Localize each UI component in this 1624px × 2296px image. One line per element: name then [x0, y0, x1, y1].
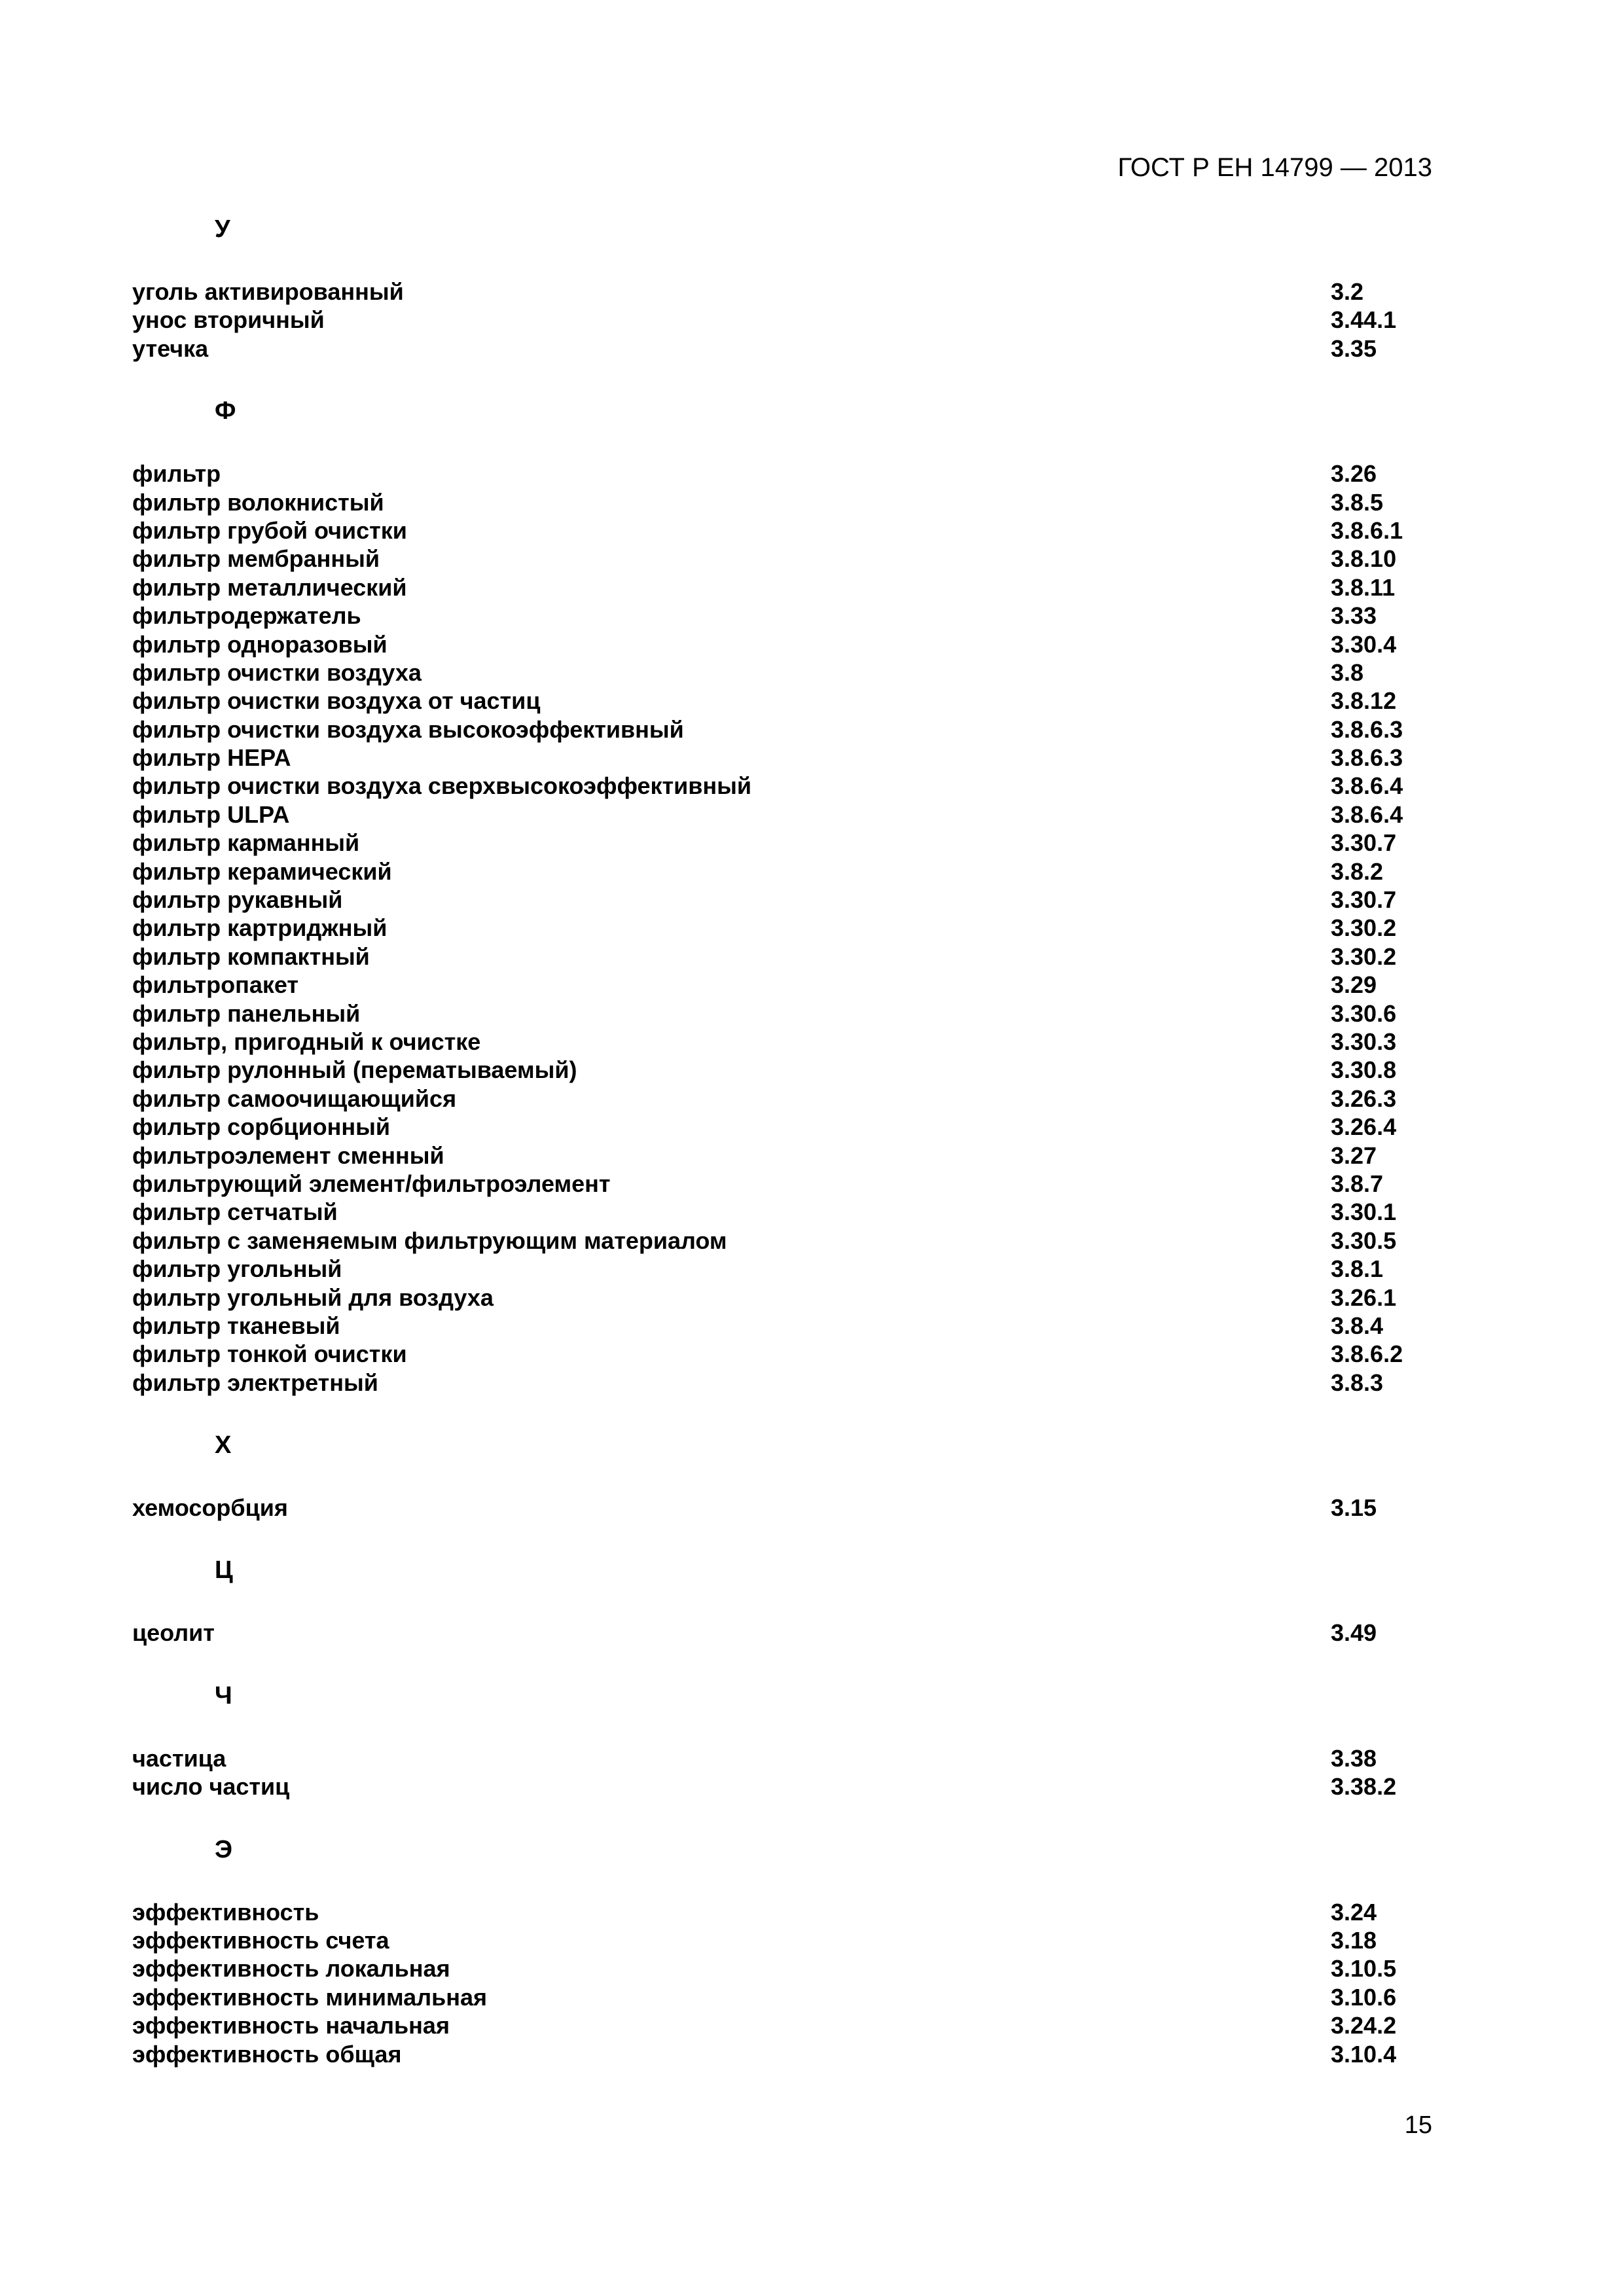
- entry-reference: 3.30.6: [1331, 999, 1397, 1027]
- index-entry: [132, 1113, 1428, 1141]
- entry-reference: 3.30.2: [1331, 942, 1397, 970]
- entry-term: эффективность: [132, 1898, 319, 1926]
- entry-reference: 3.15: [1331, 1494, 1377, 1522]
- entry-reference: 3.26: [1331, 460, 1377, 488]
- index-section: [132, 397, 1428, 1397]
- document-header: ГОСТ Р ЕН 14799 — 2013: [1117, 153, 1432, 182]
- entry-reference: 3.8.7: [1331, 1170, 1384, 1197]
- entry-reference: 3.33: [1331, 602, 1377, 630]
- entry-term: фильтр самоочищающийся: [132, 1085, 457, 1112]
- entry-reference: 3.49: [1331, 1619, 1377, 1647]
- index-entry: [132, 2040, 1428, 2068]
- entry-term: фильтр волокнистый: [132, 488, 384, 516]
- entry-term: фильтр одноразовый: [132, 630, 388, 658]
- entry-term: фильтрующий элемент/фильтроэлемент: [132, 1170, 611, 1197]
- entry-term: фильтр, пригодный к очистке: [132, 1028, 481, 1055]
- index-entry: [132, 1340, 1428, 1368]
- index-entry: [132, 2011, 1428, 2039]
- entry-reference: 3.8.12: [1331, 687, 1397, 715]
- entry-term: эффективность начальная: [132, 2012, 450, 2039]
- entry-term: фильтр мембранный: [132, 545, 380, 573]
- entry-term: фильтр очистки воздуха высокоэффективный: [132, 715, 684, 743]
- index-entry: [132, 573, 1428, 601]
- index-entry: [132, 942, 1428, 971]
- entry-reference: 3.30.1: [1331, 1198, 1397, 1226]
- entry-reference: 3.26.4: [1331, 1113, 1397, 1141]
- index-entry: [132, 744, 1428, 772]
- entry-reference: 3.8.5: [1331, 488, 1384, 516]
- entry-reference: 3.8.6.1: [1331, 516, 1403, 544]
- entry-term: фильтр компактный: [132, 942, 370, 970]
- index-entry: [132, 800, 1428, 829]
- entry-term: фильтропакет: [132, 971, 299, 999]
- entry-term: уголь активированный: [132, 278, 404, 305]
- entry-term: фильтродержатель: [132, 602, 361, 630]
- index-entry: [132, 1170, 1428, 1198]
- section-letter: У: [215, 215, 230, 243]
- index-entry: [132, 1494, 1428, 1522]
- entry-term: фильтр очистки воздуха сверхвысокоэффективный: [132, 772, 752, 800]
- entry-term: цеолит: [132, 1619, 215, 1647]
- entry-reference: 3.24.2: [1331, 2012, 1397, 2039]
- index-entry: [132, 1983, 1428, 2011]
- index-entry: [132, 715, 1428, 744]
- entry-reference: 3.30.4: [1331, 630, 1397, 658]
- index-entry: [132, 306, 1428, 334]
- entry-term: утечка: [132, 334, 209, 362]
- entry-term: эффективность минимальная: [132, 1983, 487, 2011]
- entry-term: фильтр картриджный: [132, 914, 388, 942]
- entry-reference: 3.8.3: [1331, 1369, 1384, 1396]
- index-entry: [132, 1898, 1428, 1926]
- entry-term: число частиц: [132, 1773, 290, 1801]
- index-section: [132, 1681, 1428, 1801]
- entry-reference: 3.8.6.3: [1331, 715, 1403, 743]
- index-entry: [132, 1619, 1428, 1647]
- entry-reference: 3.29: [1331, 971, 1377, 999]
- entry-list: [132, 278, 1428, 363]
- index-entry: [132, 829, 1428, 857]
- entry-reference: 3.30.2: [1331, 914, 1397, 942]
- index-entry: [132, 1198, 1428, 1226]
- entry-term: фильтр карманный: [132, 829, 360, 857]
- alphabetical-term-index: [132, 215, 1428, 2068]
- entry-term: фильтр ULPA: [132, 800, 290, 828]
- entry-reference: 3.8.6.2: [1331, 1340, 1403, 1368]
- index-entry: [132, 886, 1428, 914]
- index-entry: [132, 658, 1428, 687]
- entry-list: [132, 459, 1428, 1397]
- entry-reference: 3.8.6.4: [1331, 772, 1403, 800]
- index-entry: [132, 334, 1428, 363]
- entry-reference: 3.2: [1331, 278, 1364, 305]
- section-letter: Ч: [215, 1681, 232, 1710]
- entry-term: фильтр HEPA: [132, 744, 291, 772]
- entry-term: фильтр сорбционный: [132, 1113, 390, 1141]
- index-entry: [132, 914, 1428, 942]
- index-entry: [132, 772, 1428, 800]
- entry-term: эффективность счета: [132, 1927, 389, 1954]
- index-entry: [132, 1744, 1428, 1772]
- entry-term: фильтр панельный: [132, 999, 361, 1027]
- entry-list: [132, 1619, 1428, 1647]
- entry-term: фильтр тканевый: [132, 1312, 340, 1339]
- entry-term: фильтр угольный: [132, 1255, 342, 1283]
- entry-reference: 3.30.8: [1331, 1056, 1397, 1084]
- section-letter: Э: [215, 1835, 233, 1863]
- index-section: [132, 215, 1428, 363]
- entry-reference: 3.8.2: [1331, 857, 1384, 885]
- index-entry: [132, 1312, 1428, 1340]
- entry-term: фильтр металлический: [132, 573, 407, 601]
- entry-reference: 3.27: [1331, 1141, 1377, 1169]
- entry-term: фильтр тонкой очистки: [132, 1340, 407, 1368]
- entry-reference: 3.26.1: [1331, 1283, 1397, 1311]
- index-entry: [132, 601, 1428, 630]
- entry-reference: 3.8.1: [1331, 1255, 1384, 1283]
- index-entry: [132, 1141, 1428, 1170]
- index-entry: [132, 630, 1428, 658]
- entry-reference: 3.35: [1331, 334, 1377, 362]
- entry-list: [132, 1744, 1428, 1801]
- entry-reference: 3.8.4: [1331, 1312, 1384, 1339]
- entry-term: унос вторичный: [132, 306, 325, 334]
- entry-reference: 3.8.6.4: [1331, 800, 1403, 828]
- index-entry: [132, 1926, 1428, 1954]
- entry-reference: 3.30.7: [1331, 829, 1397, 857]
- entry-reference: 3.30.3: [1331, 1028, 1397, 1055]
- index-entry: [132, 687, 1428, 715]
- entry-term: фильтр сетчатый: [132, 1198, 338, 1226]
- entry-reference: 3.38.2: [1331, 1773, 1397, 1801]
- index-entry: [132, 1255, 1428, 1283]
- section-letter: Х: [215, 1431, 232, 1460]
- index-section: [132, 1835, 1428, 2068]
- index-entry: [132, 1085, 1428, 1113]
- entry-term: фильтр угольный для воздуха: [132, 1283, 494, 1311]
- section-letter: Ф: [215, 397, 236, 425]
- entry-reference: 3.10.5: [1331, 1955, 1397, 1982]
- entry-reference: 3.38: [1331, 1744, 1377, 1772]
- section-letter: Ц: [215, 1556, 233, 1585]
- entry-reference: 3.26.3: [1331, 1085, 1397, 1112]
- entry-list: [132, 1898, 1428, 2068]
- entry-term: частица: [132, 1744, 226, 1772]
- entry-term: фильтр электретный: [132, 1369, 378, 1396]
- index-entry: [132, 459, 1428, 488]
- entry-term: фильтроэлемент сменный: [132, 1141, 444, 1169]
- entry-reference: 3.18: [1331, 1927, 1377, 1954]
- index-entry: [132, 488, 1428, 516]
- index-section: [132, 1431, 1428, 1522]
- entry-reference: 3.30.5: [1331, 1227, 1397, 1254]
- entry-reference: 3.10.4: [1331, 2040, 1397, 2068]
- index-entry: [132, 1283, 1428, 1312]
- entry-reference: 3.8.10: [1331, 545, 1397, 573]
- entry-term: фильтр с заменяемым фильтрующим материалом: [132, 1227, 727, 1254]
- index-entry: [132, 1028, 1428, 1056]
- entry-term: фильтр грубой очистки: [132, 516, 407, 544]
- index-entry: [132, 1772, 1428, 1801]
- index-entry: [132, 1227, 1428, 1255]
- index-section: [132, 1556, 1428, 1647]
- entry-reference: 3.8.11: [1331, 573, 1396, 601]
- entry-term: фильтр рулонный (перематываемый): [132, 1056, 577, 1084]
- entry-reference: 3.10.6: [1331, 1983, 1397, 2011]
- index-entry: [132, 278, 1428, 306]
- entry-reference: 3.8: [1331, 658, 1364, 686]
- entry-term: фильтр: [132, 460, 221, 488]
- entry-term: фильтр рукавный: [132, 886, 343, 914]
- entry-reference: 3.24: [1331, 1898, 1377, 1926]
- entry-term: фильтр керамический: [132, 857, 392, 885]
- entry-reference: 3.8.6.3: [1331, 744, 1403, 772]
- index-entry: [132, 857, 1428, 886]
- index-entry: [132, 1056, 1428, 1084]
- entry-reference: 3.30.7: [1331, 886, 1397, 914]
- entry-term: фильтр очистки воздуха от частиц: [132, 687, 541, 715]
- entry-term: хемосорбция: [132, 1494, 288, 1522]
- index-entry: [132, 545, 1428, 573]
- index-entry: [132, 1954, 1428, 1982]
- entry-term: фильтр очистки воздуха: [132, 658, 422, 686]
- page-number: 15: [1404, 2111, 1432, 2139]
- index-entry: [132, 999, 1428, 1028]
- entry-term: эффективность общая: [132, 2040, 402, 2068]
- entry-list: [132, 1494, 1428, 1522]
- index-entry: [132, 971, 1428, 999]
- index-entry: [132, 516, 1428, 545]
- entry-reference: 3.44.1: [1331, 306, 1397, 334]
- index-entry: [132, 1369, 1428, 1397]
- entry-term: эффективность локальная: [132, 1955, 450, 1982]
